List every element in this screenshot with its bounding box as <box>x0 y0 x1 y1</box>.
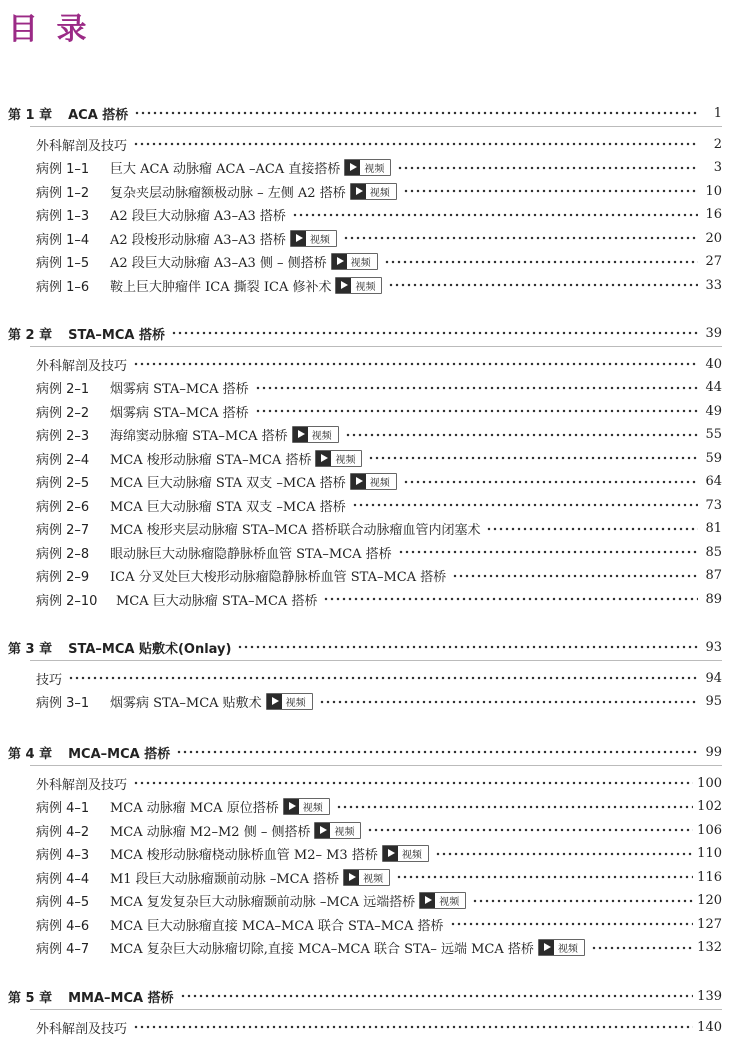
chapter-divider <box>30 660 722 661</box>
case-entry[interactable] <box>36 251 722 273</box>
dot-leader <box>345 428 698 442</box>
page-number: 120 <box>697 893 722 908</box>
video-badge[interactable] <box>266 693 313 710</box>
video-badge[interactable] <box>315 450 362 467</box>
entry-title: 外科解剖及技巧 <box>36 777 128 793</box>
case-number: 病例 2–1 <box>36 382 90 397</box>
case-entry[interactable] <box>36 204 722 226</box>
entry-title: MCA 复发复杂巨大动脉瘤颞前动脉 –MCA 远端搭桥 <box>110 895 416 910</box>
dot-leader <box>435 847 693 861</box>
case-number: 病例 2–8 <box>36 546 90 562</box>
page-number: 127 <box>697 916 722 932</box>
case-number: 病例 1–2 <box>36 185 90 201</box>
dot-leader <box>352 498 698 512</box>
case-number: 病例 3–1 <box>36 696 90 711</box>
video-label: 视频 <box>364 164 385 175</box>
chapter-row[interactable] <box>8 636 722 658</box>
case-number: 病例 4–6 <box>36 918 90 934</box>
dot-leader <box>367 823 693 837</box>
page-number: 87 <box>705 568 722 583</box>
chapter-row[interactable] <box>8 741 722 763</box>
entry-title: MCA 巨大动脉瘤 STA 双支 –MCA 搭桥 <box>110 499 346 515</box>
video-label: 视频 <box>355 281 376 293</box>
section-entry[interactable] <box>36 1016 722 1038</box>
case-number: 病例 2–5 <box>36 476 90 491</box>
video-label: 视频 <box>302 803 323 814</box>
video-label: 视频 <box>311 431 332 442</box>
chapter-label: 第 4 章 <box>8 746 53 762</box>
case-entry[interactable] <box>36 843 722 865</box>
case-number: 病例 4–4 <box>36 871 90 887</box>
page-number: 49 <box>705 403 722 419</box>
case-entry[interactable] <box>36 588 722 610</box>
dot-leader <box>133 137 698 151</box>
dot-leader <box>343 231 698 245</box>
entry-title: MCA 梭形夹层动脉瘤 STA–MCA 搭桥联合动脉瘤血管内闭塞术 <box>110 523 481 538</box>
case-entry[interactable] <box>36 518 722 540</box>
video-badge[interactable] <box>335 277 382 294</box>
page-number: 93 <box>705 639 722 655</box>
case-entry[interactable] <box>36 565 722 587</box>
video-badge[interactable] <box>538 939 585 956</box>
chapter-row[interactable] <box>8 322 722 344</box>
case-number: 病例 1–1 <box>36 162 90 177</box>
entry-title: A2 段巨大动脉瘤 A3–A3 搭桥 <box>110 209 286 224</box>
page-number: 89 <box>705 591 722 607</box>
case-entry[interactable] <box>36 180 722 202</box>
page-number: 2 <box>713 136 722 152</box>
dot-leader <box>397 161 698 175</box>
chapter-divider <box>30 126 722 127</box>
page-number: 16 <box>705 207 722 222</box>
entry-title: 鞍上巨大肿瘤伴 ICA 撕裂 ICA 修补术 <box>110 279 332 295</box>
page-number: 27 <box>705 254 722 269</box>
chapter-row[interactable] <box>8 985 722 1007</box>
case-entry[interactable] <box>36 937 722 959</box>
entry-title: 外科解剖及技巧 <box>36 358 128 374</box>
video-badge[interactable] <box>290 230 337 247</box>
entry-title: MCA 梭形动脉瘤 STA–MCA 搭桥 <box>110 452 312 468</box>
dot-leader <box>591 941 693 955</box>
case-entry[interactable] <box>36 691 722 713</box>
case-number: 病例 1–3 <box>36 209 90 224</box>
page-number: 40 <box>705 356 722 372</box>
entry-title: 烟雾病 STA–MCA 搭桥 <box>110 405 249 421</box>
chapter-title: MCA–MCA 搭桥 <box>68 746 171 762</box>
video-badge[interactable] <box>331 253 378 270</box>
video-label: 视频 <box>335 454 356 466</box>
dot-leader <box>403 184 698 198</box>
video-label: 视频 <box>350 258 371 269</box>
case-entry[interactable] <box>36 157 722 179</box>
case-entry[interactable] <box>36 494 722 516</box>
play-icon <box>336 278 351 293</box>
dot-leader <box>134 106 698 120</box>
case-number: 病例 2–4 <box>36 452 90 468</box>
dot-leader <box>237 640 698 654</box>
chapter-title: MMA–MCA 搭桥 <box>68 990 174 1006</box>
case-number: 病例 4–1 <box>36 801 90 816</box>
page-number: 106 <box>697 822 722 838</box>
video-label: 视频 <box>401 850 422 861</box>
page-number: 99 <box>705 744 722 760</box>
play-icon <box>383 846 398 861</box>
dot-leader <box>319 695 698 709</box>
video-label: 视频 <box>369 478 390 489</box>
chapter-title: STA–MCA 贴敷术(Onlay) <box>68 641 232 657</box>
dot-leader <box>171 326 698 340</box>
entry-title: M1 段巨大动脉瘤颞前动脉 –MCA 搭桥 <box>110 871 340 887</box>
entry-title: 巨大 ACA 动脉瘤 ACA –ACA 直接搭桥 <box>110 162 341 177</box>
play-icon <box>332 254 347 269</box>
video-badge[interactable] <box>344 159 391 176</box>
entry-title: MCA 动脉瘤 M2–M2 侧 – 侧搭桥 <box>110 824 311 840</box>
play-icon <box>291 231 306 246</box>
video-label: 视频 <box>285 698 306 709</box>
case-entry[interactable] <box>36 890 722 912</box>
page-number: 39 <box>705 325 722 341</box>
chapter-row[interactable] <box>8 102 722 124</box>
case-entry[interactable] <box>36 227 722 249</box>
page-number: 140 <box>697 1019 722 1035</box>
entry-title: A2 段梭形动脉瘤 A3–A3 搭桥 <box>110 232 286 248</box>
play-icon <box>315 823 330 838</box>
page-number: 1 <box>713 105 722 121</box>
case-entry[interactable] <box>36 819 722 841</box>
section-entry[interactable] <box>36 353 722 375</box>
entry-title: MCA 巨大动脉瘤 STA 双支 –MCA 搭桥 <box>110 476 346 491</box>
play-icon <box>351 474 366 489</box>
page-number: 95 <box>705 694 722 709</box>
case-number: 病例 2–3 <box>36 429 90 444</box>
entry-title: 眼动脉巨大动脉瘤隐静脉桥血管 STA–MCA 搭桥 <box>110 546 392 562</box>
dot-leader <box>336 800 693 814</box>
video-label: 视频 <box>439 897 460 908</box>
entry-title: 外科解剖及技巧 <box>36 138 128 154</box>
case-entry[interactable] <box>36 866 722 888</box>
dot-leader <box>396 870 693 884</box>
case-number: 病例 1–6 <box>36 279 90 295</box>
entry-title: MCA 动脉瘤 MCA 原位搭桥 <box>110 801 279 816</box>
page-number: 116 <box>697 869 722 885</box>
case-number: 病例 2–2 <box>36 405 90 421</box>
case-entry[interactable] <box>36 471 722 493</box>
chapter-title: ACA 搭桥 <box>68 107 129 123</box>
video-badge[interactable] <box>350 183 397 200</box>
case-entry[interactable] <box>36 447 722 469</box>
dot-leader <box>255 404 698 418</box>
dot-leader <box>255 381 698 395</box>
entry-title: MCA 梭形动脉瘤桡动脉桥血管 M2– M3 搭桥 <box>110 848 378 863</box>
chapter-label: 第 1 章 <box>8 107 53 123</box>
video-badge[interactable] <box>350 473 397 490</box>
dot-leader <box>403 475 698 489</box>
dot-leader <box>133 776 693 790</box>
chapter-label: 第 5 章 <box>8 990 53 1006</box>
page-number: 64 <box>705 474 722 489</box>
chapter-divider <box>30 765 722 766</box>
video-badge[interactable] <box>343 869 390 886</box>
case-number: 病例 4–7 <box>36 942 90 957</box>
case-number: 病例 4–2 <box>36 824 90 840</box>
play-icon <box>344 870 359 885</box>
dot-leader <box>388 278 698 292</box>
entry-title: 技巧 <box>36 672 63 688</box>
play-icon <box>539 940 554 955</box>
chapter-divider <box>30 1009 722 1010</box>
play-icon <box>267 694 282 709</box>
video-label: 视频 <box>363 873 384 885</box>
case-entry[interactable] <box>36 424 722 446</box>
dot-leader <box>323 592 698 606</box>
section-entry[interactable] <box>36 772 722 794</box>
entry-title: 复杂夹层动脉瘤额极动脉 – 左侧 A2 搭桥 <box>110 185 346 201</box>
case-entry[interactable] <box>36 541 722 563</box>
page-number: 20 <box>705 230 722 246</box>
page-number: 10 <box>705 183 722 199</box>
chapter-divider <box>30 346 722 347</box>
page-number: 81 <box>705 521 722 536</box>
dot-leader <box>68 671 698 685</box>
video-label: 视频 <box>369 187 390 199</box>
dot-leader <box>176 745 698 759</box>
dot-leader <box>486 522 698 536</box>
play-icon <box>284 799 299 814</box>
page-number: 110 <box>697 846 722 861</box>
page-number: 94 <box>705 670 722 686</box>
case-entry[interactable] <box>36 274 722 296</box>
page-number: 3 <box>713 160 722 175</box>
page-number: 100 <box>697 775 722 791</box>
page-title: 目 录 <box>8 12 91 47</box>
dot-leader <box>472 894 693 908</box>
entry-title: ICA 分叉处巨大梭形动脉瘤隐静脉桥血管 STA–MCA 搭桥 <box>110 570 447 585</box>
page-number: 55 <box>705 427 722 442</box>
page-number: 59 <box>705 450 722 466</box>
dot-leader <box>292 208 698 222</box>
section-entry[interactable] <box>36 133 722 155</box>
entry-title: 外科解剖及技巧 <box>36 1021 128 1037</box>
page-number: 139 <box>697 988 722 1004</box>
video-badge[interactable] <box>382 845 429 862</box>
page-number: 85 <box>705 544 722 560</box>
dot-leader <box>133 1020 693 1034</box>
dot-leader <box>133 357 698 371</box>
chapter-label: 第 2 章 <box>8 327 53 343</box>
chapter-title: STA–MCA 搭桥 <box>68 327 165 343</box>
video-label: 视频 <box>334 826 355 838</box>
page-number: 73 <box>705 497 722 513</box>
section-entry[interactable] <box>36 667 722 689</box>
dot-leader <box>450 917 694 931</box>
dot-leader <box>452 569 698 583</box>
entry-title: 烟雾病 STA–MCA 搭桥 <box>110 382 249 397</box>
play-icon <box>345 160 360 175</box>
entry-title: MCA 复杂巨大动脉瘤切除,直接 MCA–MCA 联合 STA– 远端 MCA 搭桥 <box>110 942 534 957</box>
entry-title: 海绵窦动脉瘤 STA–MCA 搭桥 <box>110 429 288 444</box>
page-number: 132 <box>697 940 722 955</box>
page-number: 44 <box>705 380 722 395</box>
case-number: 病例 2–6 <box>36 499 90 515</box>
play-icon <box>293 427 308 442</box>
case-entry[interactable] <box>36 796 722 818</box>
entry-title: MCA 巨大动脉瘤 STA–MCA 搭桥 <box>116 593 318 609</box>
play-icon <box>351 184 366 199</box>
case-number: 病例 1–5 <box>36 256 90 271</box>
case-number: 病例 2–9 <box>36 570 90 585</box>
dot-leader <box>384 255 698 269</box>
dot-leader <box>368 451 698 465</box>
video-label: 视频 <box>557 944 578 955</box>
case-number: 病例 4–3 <box>36 848 90 863</box>
video-badge[interactable] <box>292 426 339 443</box>
case-number: 病例 2–10 <box>36 593 98 609</box>
page-number: 33 <box>705 277 722 293</box>
case-entry[interactable] <box>36 400 722 422</box>
case-number: 病例 4–5 <box>36 895 90 910</box>
page-number: 102 <box>697 799 722 814</box>
video-badge[interactable] <box>419 892 466 909</box>
case-entry[interactable] <box>36 377 722 399</box>
entry-title: A2 段巨大动脉瘤 A3–A3 侧 – 侧搭桥 <box>110 256 327 271</box>
entry-title: 烟雾病 STA–MCA 贴敷术 <box>110 696 262 711</box>
entry-title: MCA 巨大动脉瘤直接 MCA–MCA 联合 STA–MCA 搭桥 <box>110 918 444 934</box>
video-label: 视频 <box>309 234 330 246</box>
case-number: 病例 1–4 <box>36 232 90 248</box>
video-badge[interactable] <box>314 822 361 839</box>
case-entry[interactable] <box>36 913 722 935</box>
dot-leader <box>180 989 694 1003</box>
video-badge[interactable] <box>283 798 330 815</box>
play-icon <box>420 893 435 908</box>
play-icon <box>316 451 331 466</box>
dot-leader <box>398 545 698 559</box>
chapter-label: 第 3 章 <box>8 641 53 657</box>
case-number: 病例 2–7 <box>36 523 90 538</box>
